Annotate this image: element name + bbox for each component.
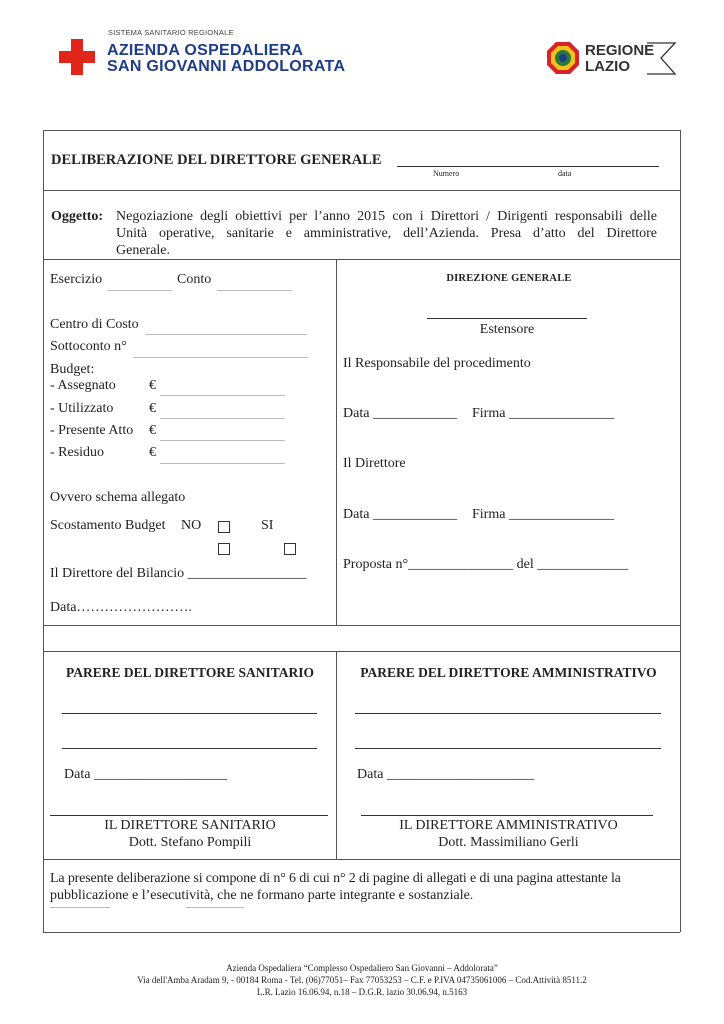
firma-row-2: [472, 506, 614, 523]
assegnato-field[interactable]: [160, 395, 285, 396]
estensore-label: Estensore: [479, 322, 535, 337]
region-arrow-decoration: [647, 42, 677, 75]
presente-atto-euro: €: [149, 423, 156, 438]
direttore-bilancio-text: Il Direttore del Bilancio: [50, 566, 185, 581]
data-label: data: [558, 169, 572, 178]
sottoconto-label: Sottoconto n°: [50, 339, 127, 354]
data-field-2[interactable]: ____________: [372, 507, 457, 522]
centro-costo-field[interactable]: [145, 334, 307, 335]
footer-line1: Azienda Ospedaliera “Complesso Ospedaliero San Giovanni – Addolorata”: [226, 963, 498, 973]
proposta-field[interactable]: _______________: [408, 557, 514, 572]
amministrativo-date-field[interactable]: _____________________: [386, 767, 534, 782]
sanitario-date-row: [64, 766, 227, 783]
checkbox-icon[interactable]: [284, 543, 296, 555]
direzione-generale-title: DIREZIONE GENERALE: [446, 273, 572, 284]
oggetto-line1: Negoziazione degli obiettivi per l’anno 2015 con i Direttori / Dirigenti responsabili delle: [116, 209, 657, 224]
numero-label: Numero: [433, 169, 460, 178]
footer-line3: L.R. Lazio 16.06.94, n.18 – D.G.R. lazio 30.06.94, n.5163: [256, 987, 468, 997]
assegnato-euro: €: [149, 378, 156, 393]
deliberation-title: DELIBERAZIONE DEL DIRETTORE GENERALE: [51, 152, 382, 168]
budget-label: Budget:: [50, 362, 95, 377]
utilizzato-euro: €: [149, 401, 156, 416]
oggetto-line2: Unità operative, sanitarie e amministrative, dell’Azienda. Presa d’atto del Direttore: [116, 226, 657, 241]
region-name-line1: REGIONE: [585, 42, 655, 59]
firma-field-1[interactable]: _______________: [508, 406, 614, 421]
region-name-line2: LAZIO: [585, 58, 630, 75]
amministrativo-signature-line[interactable]: [361, 815, 653, 816]
org-name-line2: SAN GIOVANNI ADDOLORATA: [107, 58, 346, 75]
composition-blank-2: [186, 907, 244, 908]
sanitario-signature-line[interactable]: [50, 815, 328, 816]
composition-blank-1: [50, 907, 110, 908]
composition-line1: La presente deliberazione si compone di n° 6 di cui n° 2 di pagine di allegati e di una pagina attestante la: [50, 871, 621, 886]
conto-field[interactable]: [217, 290, 292, 291]
sanitario-date-field[interactable]: ___________________: [93, 767, 227, 782]
presente-atto-field[interactable]: [160, 440, 285, 441]
amministrativo-date-row: [357, 766, 534, 783]
esercizio-label: Esercizio: [50, 272, 103, 287]
del-field[interactable]: _____________: [537, 557, 629, 572]
esercizio-field[interactable]: [107, 290, 172, 291]
assegnato-label: - Assegnato: [50, 378, 116, 393]
utilizzato-label: - Utilizzato: [50, 401, 114, 416]
data-label-2: Data: [343, 507, 370, 522]
schema-allegato-label: Ovvero schema allegato: [50, 490, 186, 505]
sanitario-date-label: Data: [64, 767, 91, 782]
data-label-1: Data: [343, 406, 370, 421]
direttore-bilancio-line[interactable]: _________________: [187, 566, 307, 581]
amministrativo-role: IL DIRETTORE AMMINISTRATIVO: [399, 818, 618, 833]
residuo-euro: €: [149, 445, 156, 460]
amministrativo-date-label: Data: [357, 767, 384, 782]
parere-amministrativo-line-1[interactable]: [355, 713, 661, 714]
amministrativo-name: Dott. Massimiliano Gerli: [438, 835, 579, 850]
residuo-label: - Residuo: [50, 445, 105, 460]
parere-sanitario-title: PARERE DEL DIRETTORE SANITARIO: [66, 665, 314, 680]
parere-amministrativo-title: PARERE DEL DIRETTORE AMMINISTRATIVO: [360, 665, 657, 680]
firma-label-2: Firma: [472, 507, 506, 522]
estensore-line[interactable]: [427, 318, 587, 319]
data-firma-row-2: [343, 506, 457, 523]
utilizzato-field[interactable]: [160, 418, 285, 419]
oggetto-line3: Generale.: [116, 243, 171, 258]
system-label: SISTEMA SANITARIO REGIONALE: [108, 28, 234, 37]
responsabile-label: Il Responsabile del procedimento: [343, 356, 531, 371]
conto-label: Conto: [177, 272, 212, 287]
parere-amministrativo-line-2[interactable]: [355, 748, 661, 749]
parere-sanitario-line-2[interactable]: [62, 748, 317, 749]
firma-field-2[interactable]: _______________: [508, 507, 614, 522]
del-label: del: [516, 557, 534, 572]
composition-line2: pubblicazione e l’esecutività, che ne formano parte integrante e sostanziale.: [50, 888, 474, 903]
presente-atto-label: - Presente Atto: [50, 423, 134, 438]
data-field-1[interactable]: ____________: [372, 406, 457, 421]
direttore-label: Il Direttore: [343, 456, 406, 471]
sanitario-role: IL DIRETTORE SANITARIO: [104, 818, 276, 833]
sanitario-name: Dott. Stefano Pompili: [128, 835, 252, 850]
org-name-line1: AZIENDA OSPEDALIERA: [107, 42, 304, 59]
checkbox-icon[interactable]: [218, 543, 230, 555]
si-label: SI: [261, 518, 274, 533]
parere-sanitario-line-1[interactable]: [62, 713, 317, 714]
bilancio-date: Data…………………….: [50, 600, 192, 615]
firma-row-1: [472, 405, 614, 422]
number-date-line[interactable]: [397, 166, 659, 167]
proposta-row: [343, 556, 628, 573]
no-label: NO: [181, 518, 202, 533]
sottoconto-field[interactable]: [133, 357, 308, 358]
direttore-bilancio-label: [50, 565, 307, 582]
scostamento-label: Scostamento Budget: [50, 518, 166, 533]
regione-lazio-emblem-icon: [546, 41, 580, 75]
centro-costo-label: Centro di Costo: [50, 317, 139, 332]
red-cross-logo-icon: [59, 39, 95, 75]
footer-line2: Via dell'Amba Aradam 9, - 00184 Roma - Tel. (06)77051– Fax 77053253 – C.F. e P.IVA 04735061006 – Cod.Attività 8511.2: [137, 975, 587, 985]
data-firma-row-1: [343, 405, 457, 422]
proposta-label: Proposta n°: [343, 557, 409, 572]
residuo-field[interactable]: [160, 463, 285, 464]
checkbox-icon[interactable]: [218, 521, 230, 533]
oggetto-label: Oggetto:: [51, 209, 104, 224]
firma-label-1: Firma: [472, 406, 506, 421]
